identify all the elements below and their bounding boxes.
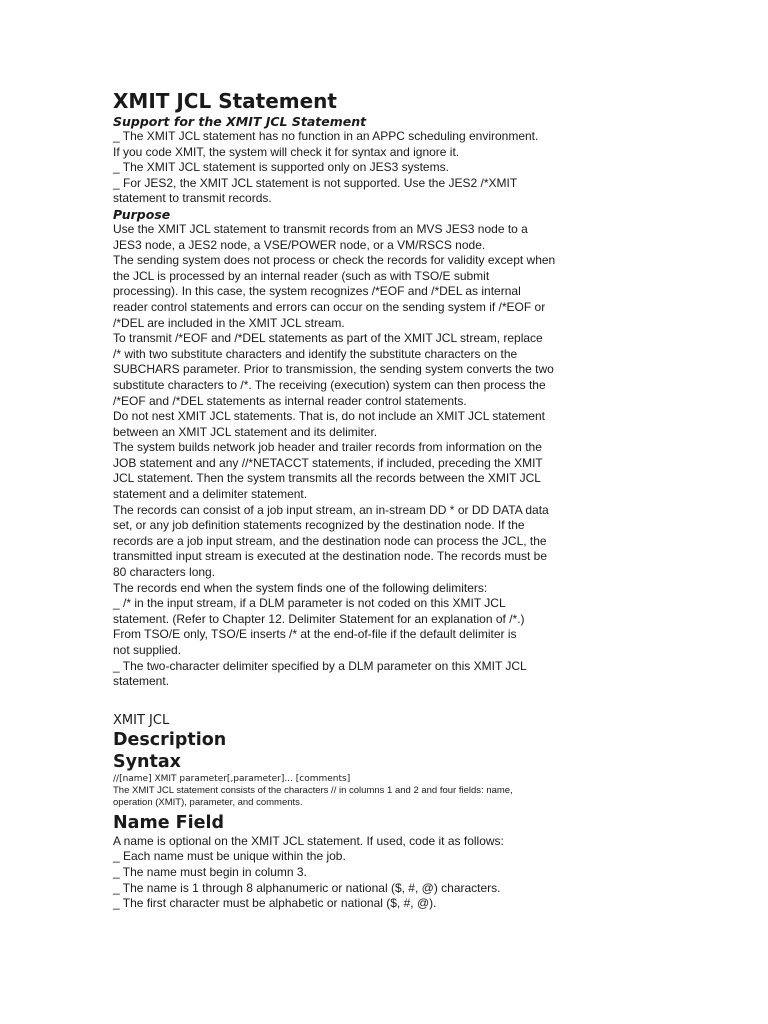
purpose-line: /*DEL are included in the XMIT JCL stream. (113, 315, 345, 330)
purpose-line: set, or any job definition statements recognized by the destination node. If the (113, 518, 525, 533)
purpose-line: The sending system does not process or check the records for validity except when (113, 253, 556, 268)
purpose-line: JES3 node, a JES2 node, a VSE/POWER node, or a VM/RSCS node. (113, 237, 486, 252)
purpose-line: The records can consist of a job input stream, an in-stream DD * or DD DATA data (113, 502, 549, 517)
purpose-line: substitute characters to /*. The receiving (execution) system can then process the (113, 377, 546, 392)
purpose-heading: Purpose (113, 206, 171, 222)
syntax-line: //[name] XMIT parameter[,parameter]... [comments] (113, 773, 351, 784)
purpose-line: records are a job input stream, and the destination node can process the JCL, the (113, 533, 547, 548)
name-field-line: _ The name is 1 through 8 alphanumeric or national ($, #, @) characters. (113, 880, 501, 895)
page-title: XMIT JCL Statement (113, 89, 337, 113)
purpose-section (113, 222, 583, 690)
document-page (113, 88, 583, 912)
purpose-line: transmitted input stream is executed at the destination node. The records must be (113, 549, 548, 564)
purpose-line: Do not nest XMIT JCL statements. That is, do not include an XMIT JCL statement (113, 409, 545, 424)
purpose-line: JCL statement. Then the system transmits all the records between the XMIT JCL (113, 471, 541, 486)
syntax-heading: Syntax (113, 751, 181, 772)
purpose-line: To transmit /*EOF and /*DEL statements as part of the XMIT JCL stream, replace (113, 331, 543, 346)
support-line: _ For JES2, the XMIT JCL statement is not supported. Use the JES2 /*XMIT (113, 175, 518, 190)
purpose-line: /*EOF and /*DEL statements as internal reader control statements. (113, 393, 467, 408)
section-label: XMIT JCL (113, 712, 170, 728)
name-field-line: _ The name must begin in column 3. (113, 864, 307, 879)
purpose-line: statement. (Refer to Chapter 12. Delimiter Statement for an explanation of /*.) (113, 611, 525, 626)
purpose-line: The system builds network job header and trailer records from information on the (113, 440, 542, 455)
support-heading: Support for the XMIT JCL Statement (113, 114, 367, 129)
name-field-section (113, 834, 583, 912)
syntax-desc-line: The XMIT JCL statement consists of the characters // in columns 1 and 2 and four fields: name, (113, 784, 513, 796)
description-heading: Description (113, 729, 227, 750)
purpose-line: JOB statement and any //*NETACCT statements, if included, preceding the XMIT (113, 455, 543, 470)
name-field-line: A name is optional on the XMIT JCL statement. If used, code it as follows: (113, 833, 504, 848)
purpose-line: not supplied. (113, 643, 182, 657)
support-section (113, 129, 583, 207)
name-field-line: _ Each name must be unique within the job. (113, 849, 346, 864)
purpose-line: _ The two-character delimiter specified by a DLM parameter on this XMIT JCL (113, 658, 527, 673)
purpose-line: SUBCHARS parameter. Prior to transmission, the sending system converts the two (113, 362, 554, 377)
name-field-heading: Name Field (113, 812, 224, 833)
syntax-desc-line: operation (XMIT), parameter, and comments. (113, 797, 303, 809)
purpose-line: /* with two substitute characters and identify the substitute characters on the (113, 346, 518, 361)
support-line: _ The XMIT JCL statement has no function in an APPC scheduling environment. (113, 129, 539, 143)
purpose-line: the JCL is processed by an internal reader (such as with TSO/E submit (113, 268, 490, 283)
purpose-line: From TSO/E only, TSO/E inserts /* at the end-of-file if the default delimiter is (113, 627, 517, 642)
purpose-line: Use the XMIT JCL statement to transmit records from an MVS JES3 node to a (113, 221, 528, 236)
support-line: If you code XMIT, the system will check it for syntax and ignore it. (113, 144, 460, 159)
support-line: _ The XMIT JCL statement is supported only on JES3 systems. (113, 160, 449, 175)
purpose-line: statement. (113, 674, 170, 689)
purpose-line: _ /* in the input stream, if a DLM parameter is not coded on this XMIT JCL (113, 596, 506, 611)
support-line: statement to transmit records. (113, 191, 272, 206)
purpose-line: The records end when the system finds one of the following delimiters: (113, 580, 488, 595)
purpose-line: 80 characters long. (113, 565, 216, 580)
section-spacer (113, 690, 583, 712)
purpose-line: statement and a delimiter statement. (113, 487, 308, 502)
purpose-line: between an XMIT JCL statement and its delimiter. (113, 424, 378, 439)
purpose-line: processing). In this case, the system recognizes /*EOF and /*DEL as internal (113, 284, 521, 299)
name-field-line: _ The first character must be alphabetic or national ($, #, @). (113, 896, 437, 911)
purpose-line: reader control statements and errors can occur on the sending system if /*EOF or (113, 299, 546, 314)
